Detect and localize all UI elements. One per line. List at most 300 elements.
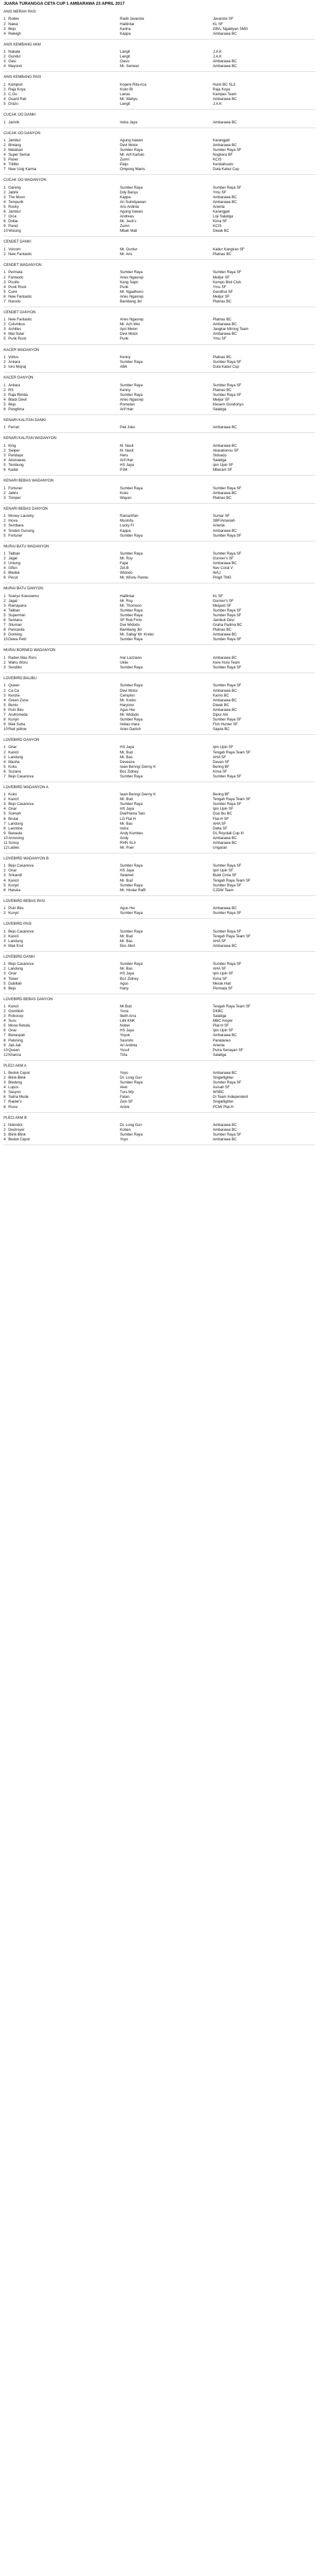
result-row — [0, 812, 319, 816]
result-row — [0, 1014, 319, 1019]
bird-name: Ankara — [8, 360, 20, 365]
result-row — [0, 190, 319, 195]
owner-name: Zumri — [120, 158, 130, 162]
rank: 7 — [4, 214, 6, 219]
team-name: Ymu SF — [213, 284, 227, 289]
rank: 6 — [4, 769, 6, 774]
team-name: KL SF — [213, 22, 223, 26]
owner-name: Agus Hw — [120, 707, 135, 712]
bird-name: Trilillin — [8, 162, 19, 167]
owner-name: Devi Motor — [120, 332, 138, 337]
result-row — [0, 290, 319, 295]
team-name: Delta SF — [213, 826, 228, 831]
rank: 4 — [4, 153, 6, 158]
owner-name: LG Flat H — [120, 816, 136, 821]
team-name: Tengah Raya Team SF — [213, 878, 251, 883]
section-title: MURAI BORNEO WADANYON — [4, 648, 56, 653]
result-row — [0, 50, 319, 55]
team-name: Jambuk Devi — [213, 618, 234, 623]
bird-name: Raden Mas Roro — [8, 655, 37, 660]
bird-name: Permata — [8, 270, 23, 275]
team-name: Sidoarjo — [213, 453, 227, 458]
rank: 7 — [4, 774, 6, 779]
rank: 1 — [4, 383, 6, 388]
team-name: Kima SF — [213, 769, 227, 774]
bird-name: Bejo Casanova — [8, 774, 34, 779]
team-name: Karangjati — [213, 210, 230, 214]
bird-name: Matahari — [8, 148, 23, 153]
result-row — [0, 888, 319, 893]
owner-name: Sumber Raya — [120, 486, 143, 491]
owner-name: Ibeth Arra — [120, 1014, 136, 1019]
owner-name: Langit — [120, 55, 130, 59]
owner-name: Mr. Widodo — [120, 712, 139, 717]
owner-name: Zet.B — [120, 566, 129, 571]
rank: 2 — [4, 797, 6, 802]
result-row — [0, 873, 319, 878]
bird-name: Lupus — [8, 1085, 19, 1090]
team-name: Ambarawa BC — [213, 1071, 237, 1076]
team-name: Ambarawa BC — [213, 840, 237, 845]
team-name: Sumber Raya SF — [213, 802, 242, 807]
result-row — [0, 514, 319, 519]
result-row — [0, 138, 319, 143]
result-row — [0, 713, 319, 718]
owner-name: Yuna — [120, 1009, 129, 1014]
rank: 2 — [4, 688, 6, 693]
rank: 4 — [4, 284, 6, 289]
bird-name: Red yellow — [8, 727, 27, 731]
team-name: Tengah Raya Team SF — [213, 750, 251, 755]
owner-name: Sumber Raya — [120, 270, 143, 275]
document-title: JUARA TURANGGA CETA CUP 1 AMBARAWA 23 APRIL 2017 — [4, 2, 125, 6]
result-row — [0, 708, 319, 713]
team-name: GBA, Ngablyan SMG — [213, 26, 248, 31]
bird-name: Koko — [8, 764, 17, 769]
rank: 1 — [4, 355, 6, 360]
rank: 7 — [4, 1033, 6, 1038]
section-divider — [4, 503, 315, 504]
bird-name: RS — [8, 388, 14, 392]
owner-name: Sumber Raya — [120, 929, 143, 934]
team-name: Fish Hunter SF — [213, 722, 238, 727]
bird-name: Gareng — [8, 185, 21, 190]
owner-name: Paijo — [120, 162, 128, 167]
result-row — [0, 252, 319, 257]
rank: 4 — [4, 96, 6, 101]
owner-name: Widodo — [120, 571, 133, 576]
owner-name: Mr. Ngadhono — [120, 289, 143, 294]
result-row — [0, 1123, 319, 1128]
owner-name: Ukiie — [120, 660, 128, 665]
result-row — [0, 1137, 319, 1142]
owner-name: Iwan Bering/ Denny K — [120, 764, 156, 769]
team-name: Sumber Raya SF — [213, 270, 242, 275]
team-name: Salatiga — [213, 458, 227, 463]
rank: 1 — [4, 17, 6, 22]
team-name: J.A.K — [213, 102, 222, 107]
owner-name: Sumber Raya — [120, 683, 143, 688]
bird-name: Nawa — [8, 22, 18, 26]
team-name: Kima SF — [213, 219, 227, 224]
rank: 4 — [4, 64, 6, 69]
owner-name: Mr. Wisnu Pandu — [120, 576, 149, 580]
section-divider — [4, 71, 315, 72]
rank: 1 — [4, 486, 6, 491]
result-row — [0, 285, 319, 290]
rank: 5 — [4, 205, 6, 210]
rank: 4 — [4, 609, 6, 613]
bird-name: Ca Ca — [8, 688, 19, 693]
result-row — [0, 1085, 319, 1090]
team-name: Ambarawa BC — [213, 1137, 237, 1142]
bird-name: Bejo — [8, 26, 16, 31]
result-row — [0, 576, 319, 580]
rank: 4 — [4, 943, 6, 948]
result-row — [0, 17, 319, 22]
result-row — [0, 982, 319, 986]
rank: 2 — [4, 868, 6, 873]
rank: 9 — [4, 224, 6, 229]
bird-name: Pecut — [8, 576, 18, 580]
team-name: Loji Salatiga — [213, 214, 233, 219]
owner-name: Langit — [120, 50, 130, 55]
team-name: Diwak BC — [213, 229, 230, 234]
rank: 9 — [4, 632, 6, 637]
owner-name: Mr.Bud — [120, 1004, 132, 1009]
rank: 1 — [4, 864, 6, 868]
rank: 3 — [4, 561, 6, 566]
owner-name: HS Jaya — [120, 1028, 134, 1033]
team-name: Tengah Raya Team SF — [213, 1004, 251, 1009]
owner-name: Deveeza — [120, 759, 135, 764]
owner-name: Halilintar — [120, 594, 135, 598]
section-title: ANIS KEMBANG PASI — [4, 75, 41, 80]
team-name: Nogkera BF — [213, 153, 233, 158]
owner-name: Sumber Raya — [120, 1133, 143, 1137]
rank: 3 — [4, 939, 6, 943]
rank: 12 — [4, 1052, 8, 1057]
rank: 5 — [4, 289, 6, 294]
team-name: Ambarawa BC — [213, 655, 237, 660]
result-row — [0, 755, 319, 760]
result-row — [0, 967, 319, 971]
team-name: Sumber Raya SF — [213, 486, 242, 491]
team-name: AHA SF — [213, 755, 227, 759]
result-row — [0, 92, 319, 97]
rank: 6 — [4, 1095, 6, 1100]
bird-name: Black Devil — [8, 397, 27, 402]
rank: 6 — [4, 618, 6, 623]
bird-name: Jambul — [8, 210, 20, 214]
owner-name: Haryono — [120, 703, 134, 707]
bird-name: Kampret — [8, 82, 23, 87]
result-row — [0, 1095, 319, 1100]
team-name: DL Royolali Cup III — [213, 831, 244, 836]
bird-name: Queen — [8, 1048, 20, 1052]
bird-name: Cumi — [8, 289, 17, 294]
team-name: WSBC — [213, 1090, 224, 1095]
team-name: Tengah Raya Team SF — [213, 934, 251, 939]
team-name: Mberam SF — [213, 468, 233, 473]
result-row — [0, 167, 319, 172]
team-name: Ymu SF — [213, 190, 227, 195]
owner-name: HS Jaya — [120, 868, 134, 873]
bird-name: Inova — [8, 519, 18, 523]
section-title: KENARI BEBAS DANYON — [4, 506, 48, 511]
owner-name: Hany — [120, 986, 129, 991]
bird-name: Onar — [8, 807, 17, 812]
rank: 5 — [4, 981, 6, 986]
owner-name: Ompong Manis — [120, 167, 145, 172]
result-row — [0, 224, 319, 229]
rank: 2 — [4, 190, 6, 195]
rank: 4 — [4, 332, 6, 337]
rank: 4 — [4, 458, 6, 463]
owner-name: Sumber Raya — [120, 774, 143, 779]
rank: 1 — [4, 683, 6, 688]
team-name: Singlefighter — [213, 1100, 234, 1104]
rank: 9 — [4, 831, 6, 836]
team-name: Sumber Raya SF — [213, 929, 242, 934]
rank: 8 — [4, 1038, 6, 1043]
section-title: LOVEBIRD PASI — [4, 922, 32, 927]
team-name: Sumber Raya SF — [213, 533, 242, 538]
owner-name: Punk — [120, 337, 129, 341]
rank: 1 — [4, 929, 6, 934]
team-name: Ambarawa BC — [213, 31, 237, 36]
owner-name: Tirta — [120, 1052, 128, 1057]
rank: 1 — [4, 906, 6, 911]
rank: 4 — [4, 976, 6, 981]
bird-name: Jabrix — [8, 491, 19, 495]
bird-name: Leontine — [8, 826, 23, 831]
team-name: Sumber Raya SF — [213, 613, 242, 618]
section-divider — [4, 109, 315, 110]
owner-name: Fatan — [120, 1095, 130, 1100]
result-row — [0, 556, 319, 561]
team-name: Ambarawa BC — [213, 943, 237, 948]
owner-name: Dwi/Hama Tato — [120, 812, 145, 816]
rank: 6 — [4, 162, 6, 167]
owner-name: Devi Motor — [120, 143, 138, 148]
result-row — [0, 365, 319, 370]
rank: 3 — [4, 755, 6, 759]
bird-name: Rodex — [8, 17, 19, 22]
result-row — [0, 1039, 319, 1043]
team-name: Sumber Raya SF — [213, 392, 242, 397]
team-name: WAJ — [213, 571, 221, 576]
bird-name: Suru — [8, 1019, 17, 1024]
result-row — [0, 295, 319, 299]
result-row — [0, 219, 319, 224]
owner-name: Aris Ardinta — [120, 205, 139, 210]
result-row — [0, 727, 319, 732]
bird-name: Onar — [8, 868, 17, 873]
owner-name: Iwan Bering/ Denny K — [120, 792, 156, 797]
team-name: Ambarawa BC — [213, 143, 237, 148]
owner-name: Mr. Roy — [120, 556, 133, 561]
team-name: Kampas Team — [213, 92, 237, 96]
section-title: KACER WADANYON — [4, 347, 40, 352]
result-row — [0, 463, 319, 468]
bird-name: Columbus — [8, 322, 25, 327]
result-row — [0, 425, 319, 430]
result-row — [0, 534, 319, 538]
section-title: ANIS KEMBANG AKM — [4, 42, 41, 47]
result-row — [0, 1048, 319, 1053]
bird-name: Bejo Casanova — [8, 864, 34, 868]
team-name: Singlefighter — [213, 1076, 234, 1080]
team-name: Jangkar Mirring Team — [213, 327, 249, 332]
rank: 5 — [4, 533, 6, 538]
rank: 1 — [4, 50, 6, 55]
result-row — [0, 986, 319, 991]
result-row — [0, 656, 319, 661]
bird-name: Money Laundry — [8, 514, 34, 519]
team-name: Sumber Raya SF — [213, 962, 242, 967]
result-row — [0, 1043, 319, 1048]
result-row — [0, 322, 319, 327]
owner-name: Heru — [120, 453, 128, 458]
owner-name: Mr. Jeck's — [120, 219, 137, 224]
result-row — [0, 939, 319, 944]
team-name: Sumber Raya SF — [213, 774, 242, 779]
section-title: CUCAK IJO WADANYON — [4, 178, 46, 183]
rank: 12 — [4, 845, 8, 850]
rank: 2 — [4, 967, 6, 971]
team-name: J.A.K — [213, 55, 222, 59]
team-name: Ambarawa BC — [213, 322, 237, 327]
owner-name: Aries Ngasrep — [120, 294, 144, 299]
section-title: LOVEBIRD WADANYON B — [4, 856, 49, 861]
section-divider — [4, 236, 315, 237]
rank: 5 — [4, 102, 6, 107]
result-row — [0, 883, 319, 888]
team-name: AHA SF — [213, 939, 227, 943]
owner-name: HS Jaya — [120, 971, 134, 976]
rank: 5 — [4, 812, 6, 816]
bird-name: Ndondot — [8, 1123, 23, 1128]
team-name: Gunner's SF — [213, 598, 234, 603]
rank: 2 — [4, 934, 6, 939]
bird-name: Taliban — [8, 552, 20, 556]
result-row — [0, 618, 319, 623]
bird-name: Oasi — [8, 59, 16, 64]
result-row — [0, 628, 319, 632]
owner-name: Halilintar — [120, 22, 135, 26]
bird-name: Pandaya — [8, 453, 23, 458]
owner-name: Kenny — [120, 388, 131, 392]
owner-name: Kang Sapri — [120, 280, 139, 284]
team-name: Ungaran — [213, 845, 227, 850]
rank: 4 — [4, 878, 6, 883]
owner-name: Dwi Widodo — [120, 623, 140, 628]
section-title: LOVEBIRD DANKI — [4, 954, 35, 959]
owner-name: Sasmito — [120, 1038, 134, 1043]
bird-name: Bejo — [8, 402, 16, 407]
rank: 2 — [4, 598, 6, 603]
rank: 4 — [4, 397, 6, 402]
result-row — [0, 632, 319, 637]
result-row — [0, 55, 319, 59]
owner-name: Mr. Bas — [120, 939, 133, 943]
owner-name: Sumber Raya — [120, 383, 143, 388]
bird-name: Drazo — [8, 102, 19, 107]
rank: 2 — [4, 143, 6, 148]
rank: 6 — [4, 407, 6, 411]
owner-name: Sumber Raya — [120, 637, 143, 642]
section-divider — [4, 174, 315, 175]
section-divider — [4, 1060, 315, 1061]
bird-name: Annoving — [8, 836, 24, 840]
result-row — [0, 327, 319, 332]
result-row — [0, 604, 319, 609]
bird-name: Bledek — [8, 571, 20, 576]
bird-name: Taliban — [8, 609, 20, 613]
rank: 3 — [4, 195, 6, 199]
owner-name: Mr. Poer — [120, 845, 134, 850]
bird-name: Untung — [8, 561, 20, 566]
owner-name: Sumber Raya — [120, 533, 143, 538]
bird-name: Soeryo Koesoemo — [8, 594, 39, 598]
team-name: Kabur Kangiran SF — [213, 247, 245, 252]
rank: 1 — [4, 1004, 6, 1009]
owner-name: Mr. Ach Wer — [120, 322, 140, 327]
bird-name: Dollar — [8, 219, 19, 224]
result-row — [0, 822, 319, 827]
result-row — [0, 817, 319, 822]
result-row — [0, 613, 319, 618]
result-row — [0, 722, 319, 727]
result-row — [0, 944, 319, 949]
rank: 9 — [4, 1043, 6, 1048]
bird-name: Blink-Blink — [8, 1076, 26, 1080]
result-row — [0, 703, 319, 708]
bird-name: Bejo Casanova — [8, 962, 34, 967]
team-name: Kempo Bird Club — [213, 280, 241, 284]
result-row — [0, 280, 319, 285]
rank: 1 — [4, 594, 6, 598]
result-row — [0, 930, 319, 934]
owner-name: Sumber Raya — [120, 185, 143, 190]
rank: 3 — [4, 665, 6, 670]
bird-name: Queen — [8, 683, 20, 688]
result-row — [0, 689, 319, 694]
bird-name: Ferrari — [8, 425, 20, 430]
bird-name: Landung — [8, 755, 23, 759]
rank: 2 — [4, 491, 6, 495]
rank: 7 — [4, 623, 6, 628]
bird-name: Voltus — [8, 355, 19, 360]
bird-name: Kunyil — [8, 911, 19, 916]
rank: 5 — [4, 463, 6, 468]
result-row — [0, 337, 319, 341]
team-name: Sumber Raya SF — [213, 185, 242, 190]
rank: 8 — [4, 628, 6, 632]
owner-name: Mr. Bud — [120, 878, 133, 883]
team-name: Ipin Upin SF — [213, 1028, 234, 1033]
team-name: Ambarawa BC — [213, 632, 237, 637]
section-title: ANIS MERAH PASI — [4, 10, 36, 14]
owner-name: Sumber Raya — [120, 392, 143, 397]
bird-name: Srikandi — [8, 873, 22, 878]
bird-name: Gombloh — [8, 1009, 24, 1014]
bird-name: Wulung — [8, 229, 21, 234]
bird-name: Bintang — [8, 143, 21, 148]
result-row — [0, 247, 319, 252]
rank: 10 — [4, 1048, 8, 1052]
